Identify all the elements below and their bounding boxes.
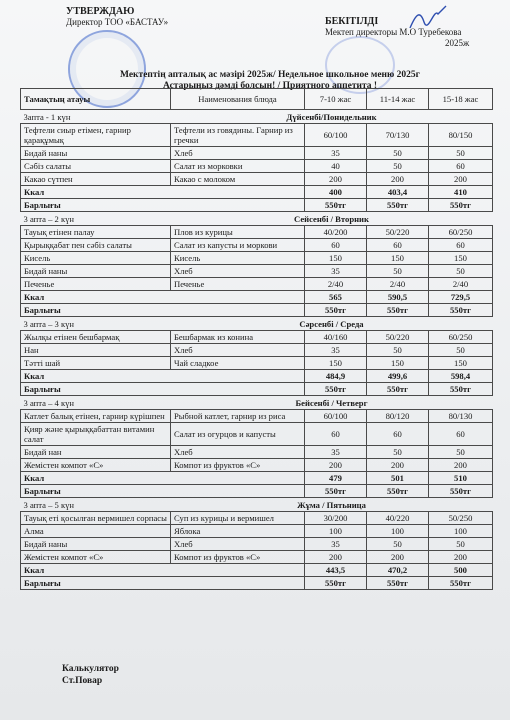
table-row (21, 525, 493, 538)
price-11-14: 550тг (367, 199, 429, 212)
price-label: Барлығы (21, 485, 305, 498)
portion-11-14: 50/220 (367, 226, 429, 239)
dish-name-ru: Хлеб (171, 538, 305, 551)
portion-15-18: 200 (429, 551, 493, 564)
kcal-15-18: 510 (429, 472, 493, 485)
portion-7-10: 60/100 (305, 124, 367, 147)
kcal-11-14: 403,4 (367, 186, 429, 199)
portion-11-14: 150 (367, 357, 429, 370)
dish-name-kz: Тәтті шай (21, 357, 171, 370)
kcal-row (21, 291, 493, 304)
portion-7-10: 35 (305, 265, 367, 278)
kcal-row (21, 370, 493, 383)
kcal-row (21, 564, 493, 577)
dish-name-kz: Печенье (21, 278, 171, 291)
price-7-10: 550тг (305, 199, 367, 212)
col-header: 7-10 жас (305, 89, 367, 110)
dish-name-ru: Салат из огурцов и капусты (171, 423, 305, 446)
price-row (21, 383, 493, 396)
price-label: Барлығы (21, 383, 305, 396)
dish-name-ru: Хлеб (171, 147, 305, 160)
portion-15-18: 50 (429, 344, 493, 357)
portion-11-14: 60 (367, 239, 429, 252)
portion-11-14: 100 (367, 525, 429, 538)
kcal-label: Ккал (21, 370, 305, 383)
day-label-kz: 3апта - 1 күн (21, 110, 171, 124)
kcal-label: Ккал (21, 291, 305, 304)
price-label: Барлығы (21, 199, 305, 212)
portion-7-10: 60 (305, 423, 367, 446)
portion-15-18: 60 (429, 160, 493, 173)
table-row (21, 278, 493, 291)
approve-line: Директор ТОО «БАСТАУ» (66, 17, 169, 27)
table-row (21, 160, 493, 173)
price-row (21, 577, 493, 590)
portion-7-10: 60/100 (305, 410, 367, 423)
col-header: 15-18 жас (429, 89, 493, 110)
dish-name-ru: Компот из фруктов «С» (171, 551, 305, 564)
price-row (21, 199, 493, 212)
portion-7-10: 150 (305, 357, 367, 370)
kcal-15-18: 500 (429, 564, 493, 577)
kcal-label: Ккал (21, 472, 305, 485)
portion-11-14: 40/220 (367, 512, 429, 525)
dish-name-ru: Компот из фруктов «С» (171, 459, 305, 472)
kcal-7-10: 443,5 (305, 564, 367, 577)
dish-name-kz: Бидай наны (21, 147, 171, 160)
price-15-18: 550тг (429, 485, 493, 498)
portion-15-18: 200 (429, 459, 493, 472)
price-15-18: 550тг (429, 199, 493, 212)
day-label-ru: Сәрсенбі / Среда (171, 317, 493, 331)
portion-7-10: 2/40 (305, 278, 367, 291)
portion-15-18: 60 (429, 423, 493, 446)
portion-15-18: 60/250 (429, 226, 493, 239)
price-row (21, 304, 493, 317)
dish-name-kz: Қырыққабат пен сәбіз салаты (21, 239, 171, 252)
portion-15-18: 50 (429, 265, 493, 278)
agreed-date: 2025ж (445, 38, 470, 48)
dish-name-ru: Бешбармак из конина (171, 331, 305, 344)
table-row (21, 357, 493, 370)
day-header-row (21, 212, 493, 226)
dish-name-kz: Алма (21, 525, 171, 538)
table-row (21, 252, 493, 265)
kcal-11-14: 470,2 (367, 564, 429, 577)
table-row (21, 239, 493, 252)
portion-15-18: 60/250 (429, 331, 493, 344)
portion-11-14: 50/220 (367, 331, 429, 344)
portion-15-18: 50/250 (429, 512, 493, 525)
agreed-block (325, 16, 469, 49)
portion-7-10: 200 (305, 459, 367, 472)
portion-7-10: 150 (305, 252, 367, 265)
agreed-title: БЕКІТІЛДІ (325, 16, 379, 27)
kcal-15-18: 729,5 (429, 291, 493, 304)
table-row (21, 226, 493, 239)
price-11-14: 550тг (367, 577, 429, 590)
portion-15-18: 200 (429, 173, 493, 186)
kcal-7-10: 479 (305, 472, 367, 485)
table-row (21, 147, 493, 160)
dish-name-ru: Тефтели из говядины. Гарнир из гречки (171, 124, 305, 147)
portion-11-14: 200 (367, 173, 429, 186)
dish-name-kz: Катлет балық етінен, гарнир күрішпен (21, 410, 171, 423)
portion-11-14: 150 (367, 252, 429, 265)
day-header-row (21, 317, 493, 331)
dish-name-kz: Тауық етінен палау (21, 226, 171, 239)
kcal-11-14: 501 (367, 472, 429, 485)
dish-name-kz: Сәбіз салаты (21, 160, 171, 173)
price-7-10: 550тг (305, 304, 367, 317)
portion-7-10: 100 (305, 525, 367, 538)
day-label-ru: Бейсенбі / Четверг (171, 396, 493, 410)
portion-15-18: 150 (429, 357, 493, 370)
portion-7-10: 40/160 (305, 331, 367, 344)
dish-name-kz: Жемістен компот «С» (21, 459, 171, 472)
portion-7-10: 30/200 (305, 512, 367, 525)
day-label-kz: 3 апта – 3 күн (21, 317, 171, 331)
price-label: Барлығы (21, 304, 305, 317)
portion-15-18: 50 (429, 147, 493, 160)
day-label-kz: 3 апта – 4 күн (21, 396, 171, 410)
table-row (21, 459, 493, 472)
kcal-7-10: 565 (305, 291, 367, 304)
portion-11-14: 50 (367, 160, 429, 173)
portion-11-14: 50 (367, 446, 429, 459)
table-row (21, 512, 493, 525)
portion-11-14: 200 (367, 551, 429, 564)
portion-7-10: 60 (305, 239, 367, 252)
portion-11-14: 80/120 (367, 410, 429, 423)
dish-name-kz: Тауық еті қосылған вермишел сорпасы (21, 512, 171, 525)
kcal-label: Ккал (21, 564, 305, 577)
approve-title: УТВЕРЖДАЮ (66, 6, 135, 17)
portion-15-18: 60 (429, 239, 493, 252)
table-row (21, 423, 493, 446)
dish-name-kz: Тефтели сиыр етімен, гарнир қарақұмық (21, 124, 171, 147)
portion-11-14: 50 (367, 538, 429, 551)
dish-name-ru: Яблока (171, 525, 305, 538)
dish-name-ru: Кисель (171, 252, 305, 265)
dish-name-ru: Печенье (171, 278, 305, 291)
portion-15-18: 150 (429, 252, 493, 265)
title-line-2: Астарыңыз дәмді болсын! / Приятного аппетита ! (162, 81, 378, 91)
dish-name-ru: Хлеб (171, 265, 305, 278)
calculator-label: Калькулятор (62, 664, 119, 674)
portion-11-14: 70/130 (367, 124, 429, 147)
kcal-7-10: 400 (305, 186, 367, 199)
day-label-ru: Дүйсенбі/Понидельник (171, 110, 493, 124)
dish-name-ru: Салат из капусты и моркови (171, 239, 305, 252)
portion-7-10: 35 (305, 147, 367, 160)
dish-name-kz: Какао сүтпен (21, 173, 171, 186)
day-label-ru: Жұма / Пятьница (171, 498, 493, 512)
dish-name-kz: Қияр және қырыққабаттан витамин салат (21, 423, 171, 446)
footer (62, 663, 119, 687)
dish-name-ru: Плов из курицы (171, 226, 305, 239)
kcal-row (21, 186, 493, 199)
portion-11-14: 200 (367, 459, 429, 472)
price-row (21, 485, 493, 498)
dish-name-kz: Жемістен компот «С» (21, 551, 171, 564)
dish-name-ru: Суп из курицы и вермишел (171, 512, 305, 525)
menu-table (20, 88, 493, 590)
portion-11-14: 2/40 (367, 278, 429, 291)
table-row (21, 331, 493, 344)
price-11-14: 550тг (367, 304, 429, 317)
portion-7-10: 40 (305, 160, 367, 173)
dish-name-ru: Хлеб (171, 446, 305, 459)
portion-7-10: 200 (305, 551, 367, 564)
chef-label: Ст.Повар (62, 676, 103, 686)
portion-7-10: 35 (305, 344, 367, 357)
dish-name-kz: Бидай наны (21, 265, 171, 278)
portion-11-14: 50 (367, 265, 429, 278)
price-11-14: 550тг (367, 485, 429, 498)
dish-name-ru: Чай сладкое (171, 357, 305, 370)
table-row (21, 551, 493, 564)
day-label-ru: Сейсенбі / Вторник (171, 212, 493, 226)
portion-15-18: 2/40 (429, 278, 493, 291)
title-line-1: Мектептің апталық ас мәзірі 2025ж/ Недельное школьное меню 2025г (120, 70, 420, 80)
kcal-7-10: 484,9 (305, 370, 367, 383)
portion-11-14: 50 (367, 344, 429, 357)
portion-11-14: 60 (367, 423, 429, 446)
day-header-row (21, 498, 493, 512)
agreed-line: Мектеп директоры М.О Туребекова (325, 27, 462, 37)
portion-15-18: 100 (429, 525, 493, 538)
table-row (21, 410, 493, 423)
table-row (21, 446, 493, 459)
table-row (21, 538, 493, 551)
price-7-10: 550тг (305, 383, 367, 396)
kcal-11-14: 590,5 (367, 291, 429, 304)
dish-name-ru: Рыбной катлет, гарнир из риса (171, 410, 305, 423)
portion-7-10: 200 (305, 173, 367, 186)
col-header: Тамақтың атауы (21, 89, 171, 110)
dish-name-kz: Нан (21, 344, 171, 357)
price-7-10: 550тг (305, 577, 367, 590)
portion-15-18: 50 (429, 538, 493, 551)
portion-15-18: 50 (429, 446, 493, 459)
dish-name-ru: Хлеб (171, 344, 305, 357)
dish-name-kz: Бидай наны (21, 538, 171, 551)
col-header: 11-14 жас (367, 89, 429, 110)
portion-15-18: 80/130 (429, 410, 493, 423)
dish-name-ru: Салат из морковки (171, 160, 305, 173)
table-row (21, 265, 493, 278)
dish-name-ru: Какао с молоком (171, 173, 305, 186)
dish-name-kz: Кисель (21, 252, 171, 265)
portion-7-10: 35 (305, 538, 367, 551)
kcal-15-18: 410 (429, 186, 493, 199)
day-header-row (21, 110, 493, 124)
price-label: Барлығы (21, 577, 305, 590)
table-row (21, 173, 493, 186)
kcal-row (21, 472, 493, 485)
table-row (21, 124, 493, 147)
price-15-18: 550тг (429, 577, 493, 590)
price-11-14: 550тг (367, 383, 429, 396)
portion-15-18: 80/150 (429, 124, 493, 147)
dish-name-kz: Жылқы етінен бешбармақ (21, 331, 171, 344)
table-row (21, 344, 493, 357)
portion-7-10: 35 (305, 446, 367, 459)
dish-name-kz: Бидай нан (21, 446, 171, 459)
table-header-row (21, 89, 493, 110)
kcal-15-18: 598,4 (429, 370, 493, 383)
price-7-10: 550тг (305, 485, 367, 498)
price-15-18: 550тг (429, 383, 493, 396)
kcal-11-14: 499,6 (367, 370, 429, 383)
portion-7-10: 40/200 (305, 226, 367, 239)
price-15-18: 550тг (429, 304, 493, 317)
kcal-label: Ккал (21, 186, 305, 199)
day-label-kz: 3 апта – 5 күн (21, 498, 171, 512)
col-header: Наименования блюда (171, 89, 305, 110)
approval-block (66, 6, 168, 28)
day-header-row (21, 396, 493, 410)
day-label-kz: 3 апта – 2 күн (21, 212, 171, 226)
portion-11-14: 50 (367, 147, 429, 160)
